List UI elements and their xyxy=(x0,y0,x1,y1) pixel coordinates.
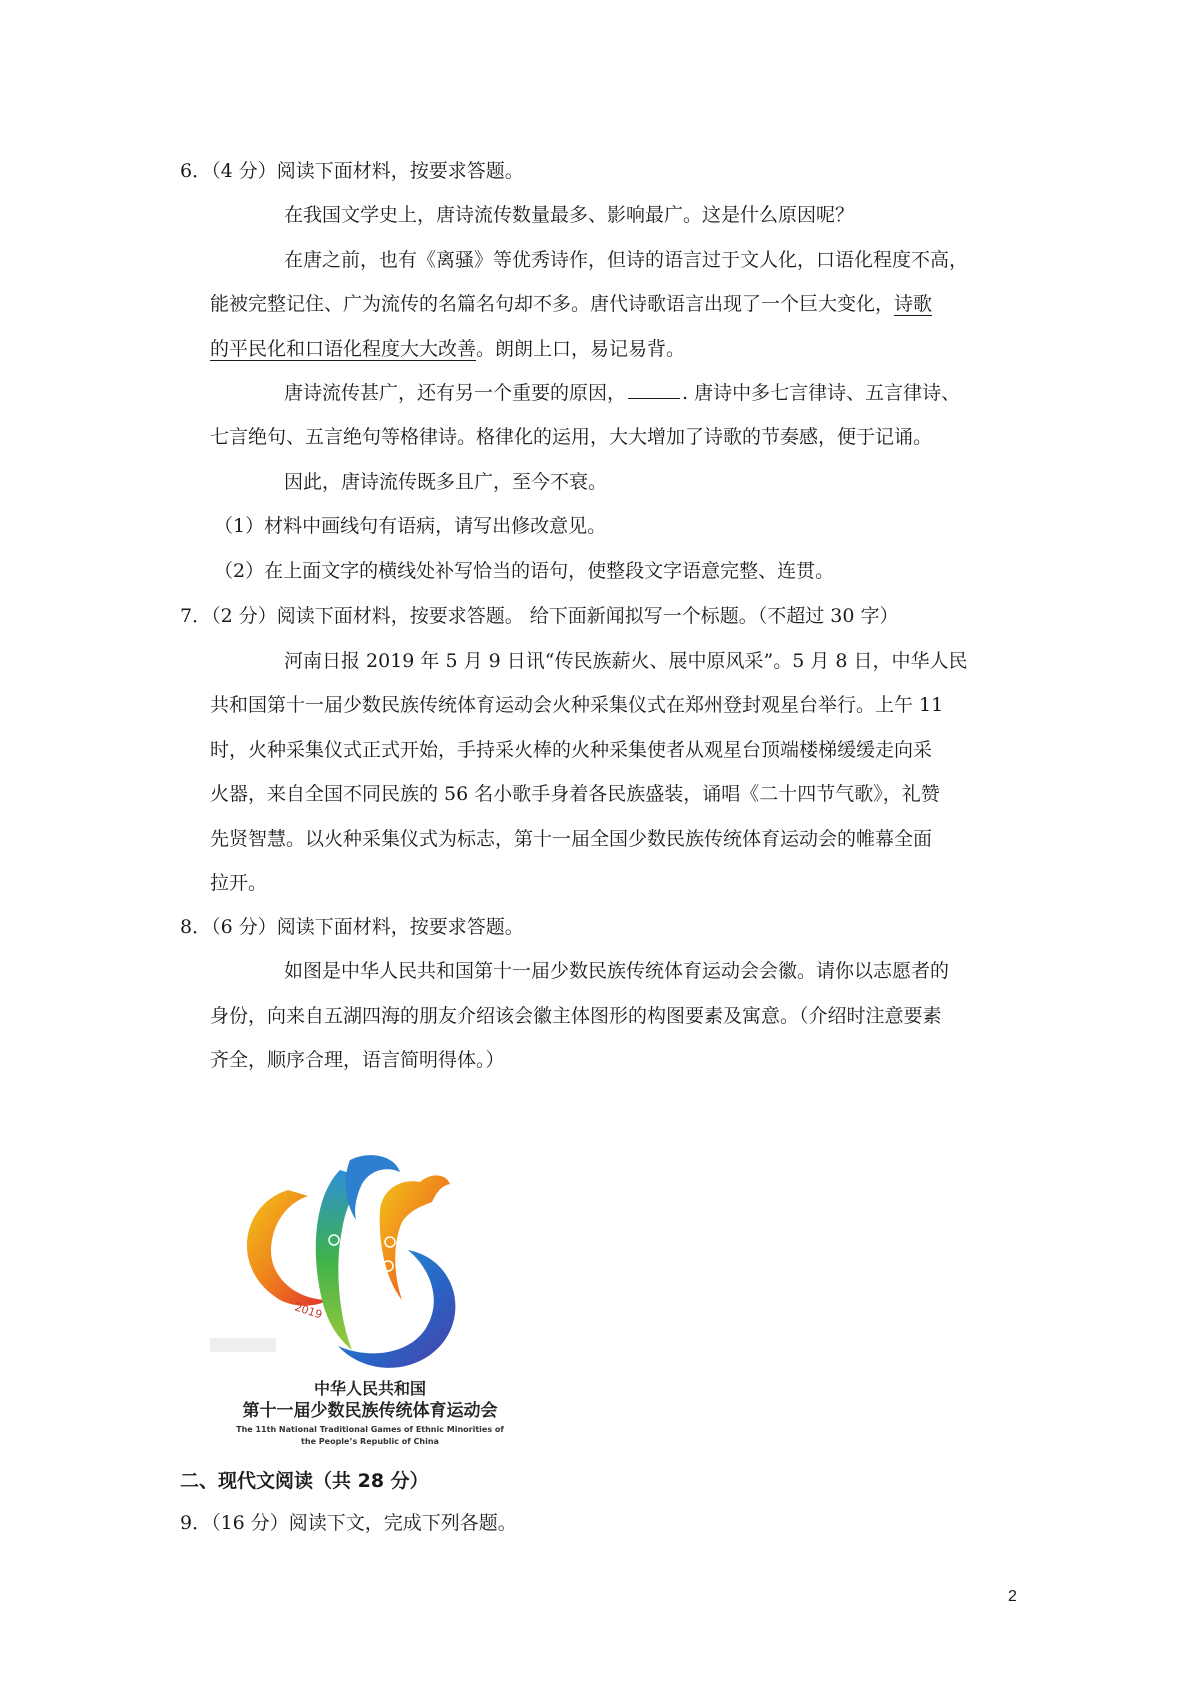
emblem-year: 2019 xyxy=(293,1300,324,1322)
q6-subquestion-2: （2）在上面文字的横线处补写恰当的语句，使整段文字语意完整、连贯。 xyxy=(214,560,835,582)
q6-underlined-sentence-end: 的平民化和口语化程度大大改善 xyxy=(210,338,477,360)
q6-paragraph-3-line-1 xyxy=(284,380,960,406)
emblem-title-cn-1: 中华人民共和国 xyxy=(313,1379,427,1398)
q6-underlined-sentence-start: 诗歌 xyxy=(894,293,933,315)
emblem-title-en-2: the People’s Republic of China xyxy=(301,1437,439,1446)
q6-paragraph-3-line-2: 七言绝句、五言绝句等格律诗。格律化的运用，大大增加了诗歌的节奏感，便于记诵。 xyxy=(210,426,933,448)
green-ribbon xyxy=(316,1170,366,1350)
q8-text-line: 齐全，顺序合理，语言简明得体。） xyxy=(210,1049,505,1071)
q8-header: 8．（6 分）阅读下面材料，按要求答题。 xyxy=(180,916,524,938)
emblem-title-cn-2: 第十一届少数民族传统体育运动会 xyxy=(242,1401,498,1421)
page-number: 2 xyxy=(1008,1588,1017,1605)
blue-swoosh xyxy=(338,1250,455,1368)
q8-text-line: 身份，向来自五湖四海的朋友介绍该会徽主体图形的构图要素及寓意。（介绍时注意要素 xyxy=(210,1005,942,1027)
q6-p3-text: 唐诗流传甚广，还有另一个重要的原因， xyxy=(284,382,627,404)
emblem-city: 郑州 xyxy=(382,1334,402,1345)
q7-news-line: 火器，来自全国不同民族的 56 名小歌手身着各民族盛装，诵唱《二十四节气歌》，礼赞 xyxy=(210,783,940,805)
emblem-title-en-1: The 11th National Traditional Games of Ethnic Minorities of xyxy=(236,1425,504,1434)
q6-subquestion-1: （1）材料中画线句有语病，请写出修改意见。 xyxy=(214,515,607,537)
q6-paragraph-1: 在我国文学史上，唐诗流传数量最多、影响最广。这是什么原因呢？ xyxy=(284,204,855,226)
q7-news-line: 拉开。 xyxy=(210,872,268,894)
q7-news-line: 先贤智慧。以火种采集仪式为标志，第十一届全国少数民族传统体育运动会的帷幕全面 xyxy=(210,828,933,850)
watermark-strip xyxy=(210,1338,276,1352)
q9-header: 9．（16 分）阅读下文，完成下列各题。 xyxy=(180,1512,517,1534)
q6-paragraph-2-line-2 xyxy=(210,291,932,317)
section-heading: 二、现代文阅读（共 28 分） xyxy=(180,1470,429,1492)
q6-header: 6．（4 分）阅读下面材料，按要求答题。 xyxy=(180,160,524,182)
q6-paragraph-4: 因此，唐诗流传既多且广，至今不衰。 xyxy=(284,471,608,493)
q8-text-line: 如图是中华人民共和国第十一届少数民族传统体育运动会会徽。请你以志愿者的 xyxy=(284,960,950,982)
q6-fill-blank xyxy=(628,380,680,399)
q6-paragraph-2-line-1: 在唐之前，也有《离骚》等优秀诗作，但诗的语言过于文人化，口语化程度不高， xyxy=(284,249,969,271)
q7-news-line: 共和国第十一届少数民族传统体育运动会火种采集仪式在郑州登封观星台举行。上午 11 xyxy=(210,694,944,716)
q7-news-line: 河南日报 2019 年 5 月 9 日讯“传民族薪火、展中原风采”。5 月 8 日，中华人民 xyxy=(284,650,968,672)
q6-p3-text-2: . 唐诗中多七言律诗、五言律诗、 xyxy=(682,382,961,404)
q6-p2-tail: 。朗朗上口，易记易背。 xyxy=(476,338,686,360)
q7-news-line: 时，火种采集仪式正式开始，手持采火棒的火种采集使者从观星台顶端楼梯缓缓走向采 xyxy=(210,739,933,761)
pattern-mark xyxy=(343,1255,353,1265)
emblem-graphic xyxy=(210,1150,530,1450)
q7-header: 7．（2 分）阅读下面材料，按要求答题。 给下面新闻拟写一个标题。（不超过 30 字） xyxy=(180,605,899,627)
q6-paragraph-2-line-3 xyxy=(210,336,685,362)
games-emblem xyxy=(210,1150,530,1450)
q6-p2-text: 能被完整记住、广为流传的名篇名句却不多。唐代诗歌语言出现了一个巨大变化， xyxy=(210,293,895,315)
